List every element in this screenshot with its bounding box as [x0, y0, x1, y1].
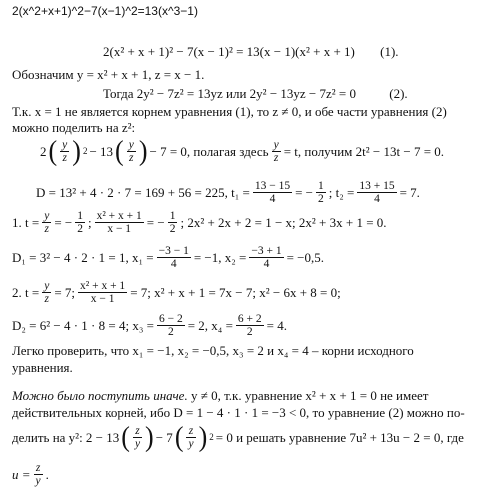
final-period: . — [45, 467, 49, 482]
denominator: 4 — [374, 193, 380, 205]
numerator: 1 — [77, 210, 83, 222]
check-line-2: уравнения. — [12, 360, 73, 375]
equation-1 — [103, 44, 399, 59]
equation-2-body: Тогда 2y² − 7z² = 13yz или 2y² − 13yz − 7z² = 0 — [103, 86, 357, 101]
fraction-x4 — [236, 313, 264, 338]
denominator: y — [35, 475, 41, 487]
paragraph-1-line-2: можно поделить на z²: — [12, 120, 136, 135]
numerator: z — [34, 462, 43, 475]
t2-result: = 7. — [399, 185, 420, 200]
right-paren: ) — [145, 420, 154, 453]
eq3-part-3: − 7 = 0, полагая здесь — [149, 143, 269, 159]
denominator: 2 — [169, 223, 176, 235]
fraction-y-over-z — [127, 139, 136, 164]
denominator: 4 — [263, 258, 270, 270]
alt-line-1 — [12, 388, 428, 403]
numerator: y — [44, 280, 50, 292]
numerator: z — [133, 425, 142, 438]
right-paren: ) — [198, 420, 208, 453]
alt-line-3: делить на y²: 2 − 13 ( $\frac{z}{y}$ ) − 7 ( $\frac{z}{y}$ ) 2 = 0 и решать уравнение 7u² + 13u − 2 = 0, где — [12, 420, 464, 453]
numerator: −3 − 1 — [158, 245, 189, 257]
fraction-z-over-y — [34, 462, 43, 487]
check-line-1: Легко проверить, что x₁ = −1, x₂ = −0,5, x₃ = 2 и x₄ = 4 – корни исходного — [12, 343, 414, 358]
denominator: x − 1 — [107, 223, 132, 235]
numerator: 1 — [169, 210, 176, 222]
numerator: 1 — [318, 180, 324, 192]
denominator: z — [129, 151, 134, 164]
fraction-z-over-y — [133, 425, 142, 450]
equation-1-body: 2(x² + x + 1)² − 7(x − 1)² = 13(x − 1)(x² + x + 1) — [103, 44, 355, 59]
fraction-half — [168, 210, 178, 235]
eq3-part-4: = t, получим 2t² − 13t − 7 = 0. — [283, 143, 445, 159]
numerator: 13 + 15 — [359, 180, 395, 192]
numerator: x² + x + 1 — [80, 280, 126, 292]
numerator: y — [273, 138, 279, 151]
numerator: 13 − 15 — [254, 180, 291, 192]
denominator: z — [44, 293, 49, 305]
alt-line-3-a: делить на y²: 2 − 13 — [12, 429, 120, 445]
roots-2-disc: D₂ = 6² − 4 · 1 · 8 = 4; x₃ = — [12, 318, 154, 333]
paragraph-1-line-1: Т.к. x = 1 не является корнем уравнения (1), то z ≠ 0, и обе части уравнения (2) — [12, 104, 447, 119]
alt-line-3-c: = 0 и решать уравнение 7u² + 13u − 2 = 0, где — [215, 429, 464, 445]
t1-result: = − — [295, 185, 313, 200]
case-1-eq: = − — [54, 215, 73, 230]
equation-2-tag: (2). — [389, 86, 408, 101]
equation-2 — [103, 86, 408, 101]
roots-2-x3-result: = 2, x₄ = — [187, 318, 233, 333]
numerator: 6 − 2 — [158, 313, 183, 325]
case-1-sep: ; — [87, 215, 92, 230]
eq3-part-2: − 13 — [89, 143, 114, 159]
alt-line-3-b: − 7 — [155, 429, 173, 445]
roots-1-disc: D₁ = 3² − 4 · 2 · 1 = 1, x₁ = — [12, 250, 154, 265]
denominator: 2 — [77, 223, 83, 235]
case-1-eq-2: = − — [146, 215, 165, 230]
left-paren: ( — [115, 134, 124, 167]
numerator: 6 + 2 — [237, 313, 262, 325]
fraction-quadratic-over-linear — [95, 210, 144, 235]
numerator: y — [44, 210, 50, 222]
numerator: y — [62, 138, 68, 151]
notation-line: Обозначим y = x² + x + 1, z = x − 1. — [12, 67, 205, 82]
roots-1-line — [12, 245, 324, 270]
numerator: x² + x + 1 — [96, 210, 142, 222]
alt-intro: Можно было поступить иначе. — [12, 388, 188, 403]
t2-label: ; t₂ = — [328, 185, 355, 200]
problem-header: 2(x^2+x+1)^2−7(x−1)^2=13(x^3−1) — [12, 4, 198, 18]
fraction-quadratic-over-linear — [78, 280, 127, 305]
numerator: −3 + 1 — [251, 245, 282, 257]
case-1-label: 1. t = — [12, 215, 40, 230]
roots-1-x1-result: = −1, x₂ = — [193, 250, 247, 265]
case-2-eq: = 7; — [54, 285, 76, 300]
left-paren: ( — [174, 420, 184, 453]
right-paren: ) — [72, 134, 81, 167]
case-2-rest: = 7; x² + x + 1 = 7x − 7; x² − 6x + 8 = 0; — [130, 285, 341, 300]
fraction-y-over-z — [272, 139, 281, 164]
alt-line-2: действительных корней, ибо D = 1 − 4 · 1 · 1 = −3 < 0, то уравнение (2) можно по- — [12, 405, 465, 420]
denominator: 2 — [318, 193, 324, 205]
left-paren: ( — [121, 420, 130, 453]
denominator: z — [62, 151, 67, 164]
alt-line-1-text: y ≠ 0, т.к. уравнение x² + x + 1 = 0 не имеет — [187, 388, 429, 403]
fraction-y-over-z — [60, 139, 69, 164]
equation-1-tag: (1). — [380, 44, 399, 59]
fraction-t2 — [357, 180, 396, 205]
fraction-x1 — [157, 245, 191, 270]
denominator: 2 — [167, 326, 174, 338]
roots-1-x2-result: = −0,5. — [286, 250, 325, 265]
denominator: x − 1 — [90, 293, 115, 305]
case-2-label: 2. t = — [12, 285, 40, 300]
denominator: 4 — [269, 193, 276, 205]
equation-3: 2 ( $\frac{y}{z}$ ) 2 − 13 ( $\frac{y}{z}$ ) − 7 = 0, полагая здесь $\frac{y}{z}$ = t, получим 2t² − 13t − 7 = 0. — [40, 134, 445, 167]
fraction-y-over-z — [42, 280, 51, 305]
eq3-coef: 2 — [40, 143, 47, 159]
fraction-half — [316, 180, 326, 205]
fraction-t1 — [253, 180, 292, 205]
numerator: y — [128, 138, 134, 151]
right-paren: ) — [138, 134, 148, 167]
roots-2-x4-result: = 4. — [266, 318, 287, 333]
final-label: u = — [12, 467, 31, 482]
case-2-line — [12, 280, 341, 305]
numerator: z — [186, 425, 195, 438]
fraction-z-over-y — [186, 425, 195, 450]
denominator: 4 — [170, 258, 177, 270]
case-1-rest: ; 2x² + 2x + 2 = 1 − x; 2x² + 3x + 1 = 0. — [180, 215, 387, 230]
denominator: y — [134, 437, 141, 450]
fraction-x3 — [157, 313, 185, 338]
fraction-half — [75, 210, 85, 235]
left-paren: ( — [48, 134, 58, 167]
alt-final-line — [12, 462, 49, 487]
denominator: z — [44, 223, 49, 235]
case-1-line — [12, 210, 387, 235]
discriminant-text: D = 13² + 4 · 2 · 7 = 169 + 56 = 225, t₁ = — [36, 185, 250, 200]
fraction-y-over-z — [42, 210, 51, 235]
fraction-x2 — [249, 245, 283, 270]
denominator: z — [273, 151, 279, 164]
roots-2-line — [12, 313, 287, 338]
discriminant-line — [36, 180, 420, 205]
denominator: 2 — [246, 326, 253, 338]
denominator: y — [188, 437, 194, 450]
